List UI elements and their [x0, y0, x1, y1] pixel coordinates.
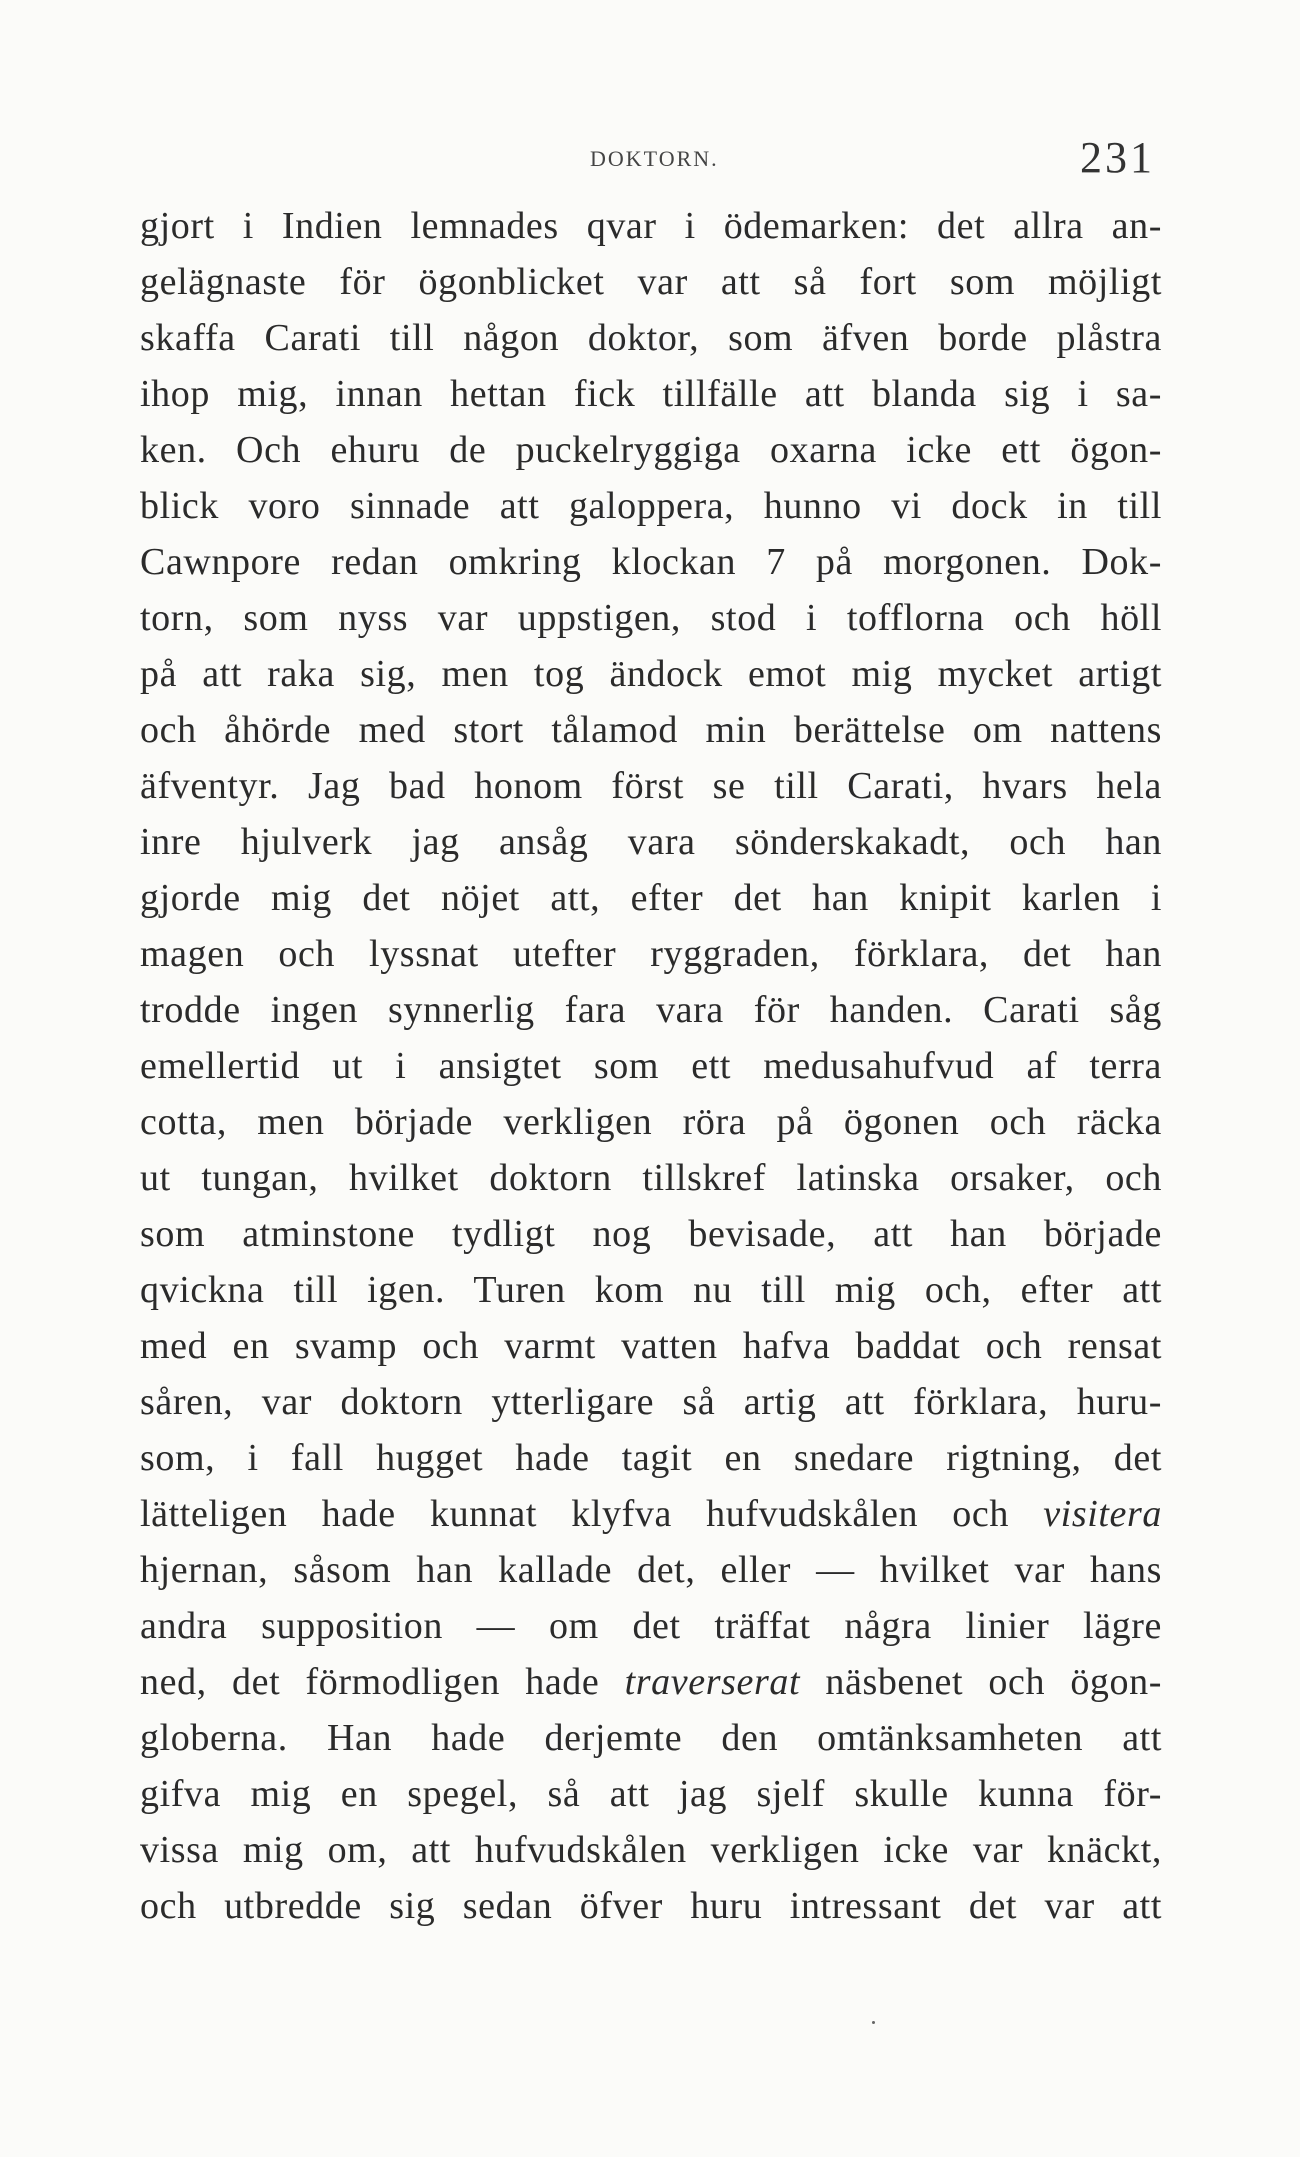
text-line [140, 1542, 1162, 1598]
text-line [140, 646, 1162, 702]
text-line [140, 758, 1162, 814]
text-segment: som atminstone tydligt nog bevisade, att han började [140, 1213, 1162, 1255]
text-line [140, 1038, 1162, 1094]
text-segment: och utbredde sig sedan öfver huru intressant det var att [140, 1885, 1162, 1927]
text-segment: som, i fall hugget hade tagit en snedare rigtning, det [140, 1437, 1162, 1479]
text-segment: på att raka sig, men tog ändock emot mig mycket artigt [140, 653, 1162, 695]
text-line [140, 366, 1162, 422]
text-line [140, 1430, 1162, 1486]
text-line [140, 1150, 1162, 1206]
text-line [140, 254, 1162, 310]
text-segment: gifva mig en spegel, så att jag sjelf skulle kunna för- [140, 1773, 1162, 1815]
text-line [140, 590, 1162, 646]
text-segment: torn, som nyss var uppstigen, stod i tofflorna och höll [140, 597, 1162, 639]
text-line [140, 422, 1162, 478]
text-line [140, 1262, 1162, 1318]
text-segment: cotta, men började verkligen röra på ögonen och räcka [140, 1101, 1162, 1143]
text-line [140, 310, 1162, 366]
text-line [140, 1486, 1162, 1542]
text-line [140, 1318, 1162, 1374]
text-segment: blick voro sinnade att galoppera, hunno vi dock in till [140, 485, 1162, 527]
text-segment: ned, det förmodligen hade [140, 1661, 625, 1703]
text-line [140, 870, 1162, 926]
text-segment: emellertid ut i ansigtet som ett medusahufvud af terra [140, 1045, 1162, 1087]
text-line [140, 1822, 1162, 1878]
text-line [140, 814, 1162, 870]
italic-segment: traverserat [624, 1661, 801, 1703]
text-line [140, 1206, 1162, 1262]
text-line [140, 1654, 1162, 1710]
text-segment: gjort i Indien lemnades qvar i ödemarken: det allra an- [140, 205, 1162, 247]
text-segment: gjorde mig det nöjet att, efter det han knipit karlen i [140, 877, 1162, 919]
running-title: DOKTORN. [590, 146, 719, 171]
text-segment: såren, var doktorn ytterligare så artig att förklara, huru- [140, 1381, 1162, 1423]
text-segment: trodde ingen synnerlig fara vara för handen. Carati såg [140, 989, 1162, 1031]
text-line [140, 1374, 1162, 1430]
text-segment: ihop mig, innan hettan fick tillfälle att blanda sig i sa- [140, 373, 1162, 415]
text-line [140, 926, 1162, 982]
page-number: 231 [1080, 133, 1155, 182]
text-segment: andra supposition — om det träffat några linier lägre [140, 1605, 1162, 1647]
text-segment: skaffa Carati till någon doktor, som äfven borde plåstra [140, 317, 1162, 359]
text-line [140, 534, 1162, 590]
text-line [140, 1710, 1162, 1766]
text-segment: qvickna till igen. Turen kom nu till mig och, efter att [140, 1269, 1162, 1311]
text-segment: ut tungan, hvilket doktorn tillskref latinska orsaker, och [140, 1157, 1162, 1199]
text-segment: globerna. Han hade derjemte den omtänksamheten att [140, 1717, 1162, 1759]
text-line [140, 198, 1162, 254]
text-line [140, 982, 1162, 1038]
text-segment: lätteligen hade kunnat klyfva hufvudskålen och [140, 1493, 1044, 1535]
italic-segment: visitera [1043, 1493, 1162, 1535]
body-text [140, 198, 1162, 1934]
text-segment: gelägnaste för ögonblicket var att så fort som möjligt [140, 261, 1162, 303]
text-segment: inre hjulverk jag ansåg vara sönderskakadt, och han [140, 821, 1162, 863]
text-segment: magen och lyssnat utefter ryggraden, förklara, det han [140, 933, 1162, 975]
paper-speck [872, 2021, 875, 2024]
text-segment: vissa mig om, att hufvudskålen verkligen icke var knäckt, [140, 1829, 1162, 1871]
text-segment: Cawnpore redan omkring klockan 7 på morgonen. Dok- [140, 541, 1162, 583]
text-segment: med en svamp och varmt vatten hafva baddat och rensat [140, 1325, 1162, 1367]
text-segment: hjernan, såsom han kallade det, eller — hvilket var hans [140, 1549, 1162, 1591]
text-segment: och åhörde med stort tålamod min berättelse om nattens [140, 709, 1162, 751]
text-line [140, 1598, 1162, 1654]
text-segment: äfventyr. Jag bad honom först se till Carati, hvars hela [140, 765, 1162, 807]
text-segment: näsbenet och ögon- [800, 1661, 1162, 1703]
text-line [140, 1094, 1162, 1150]
text-line [140, 478, 1162, 534]
text-line [140, 1878, 1162, 1934]
text-line [140, 702, 1162, 758]
text-segment: ken. Och ehuru de puckelryggiga oxarna icke ett ögon- [140, 429, 1162, 471]
text-line [140, 1766, 1162, 1822]
